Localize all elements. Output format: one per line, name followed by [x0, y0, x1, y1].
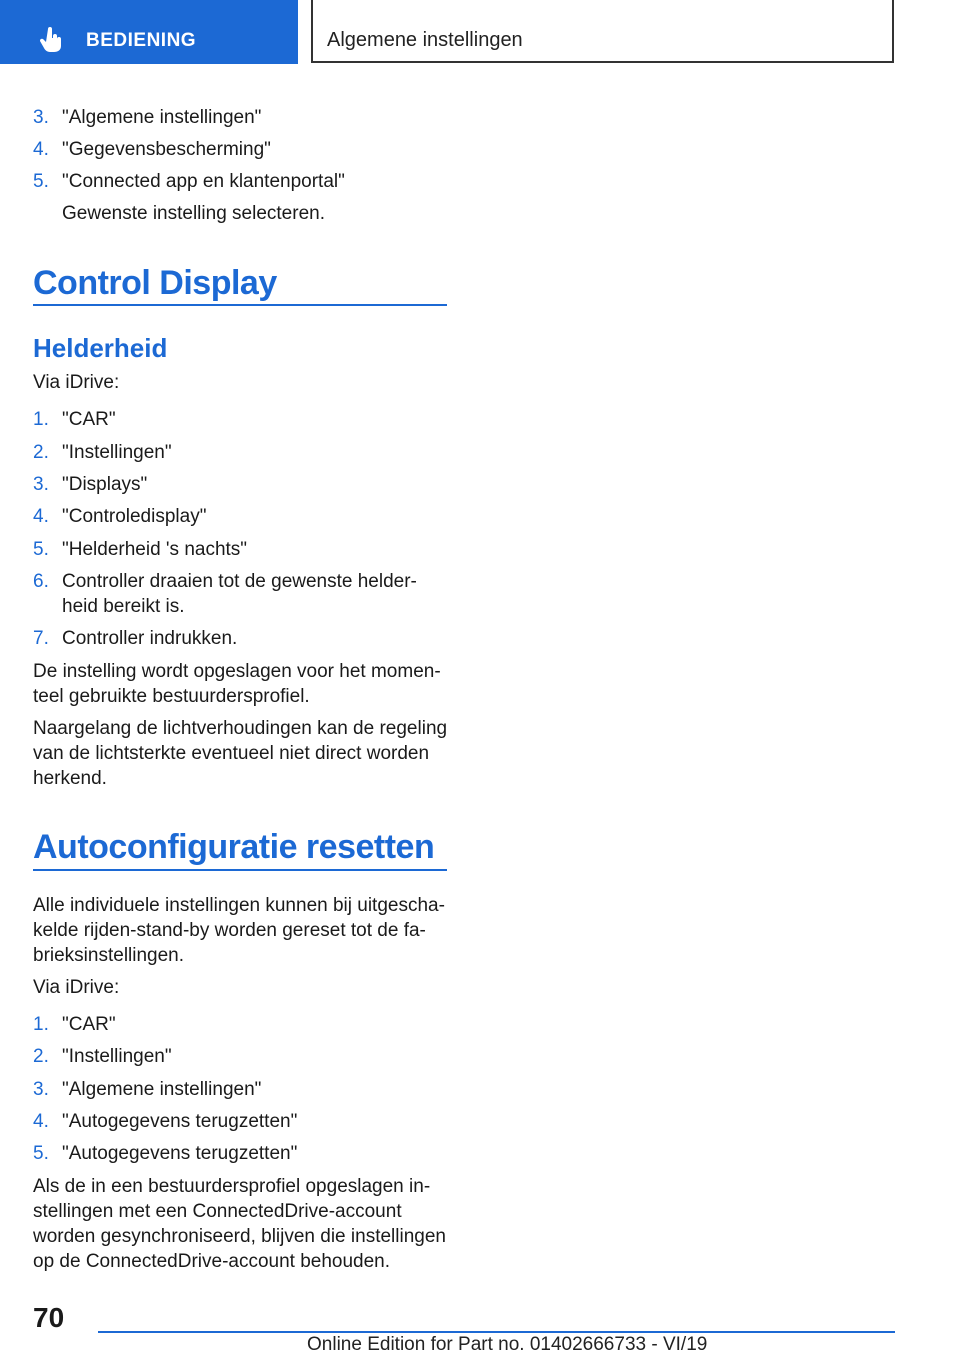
step-number: 5.	[33, 1143, 49, 1164]
paragraph: van de lichtsterkte eventueel niet direct worden	[33, 743, 430, 764]
page-number: 70	[33, 1302, 65, 1333]
step-number: 3.	[33, 107, 49, 128]
intro-text: Via iDrive:	[33, 372, 120, 393]
step-text: "Displays"	[62, 474, 148, 495]
step-text: "Algemene instellingen"	[62, 107, 262, 128]
paragraph: teel gebruikte bestuurdersprofiel.	[33, 686, 310, 707]
step-number: 5.	[33, 539, 49, 560]
step-number: 6.	[33, 571, 49, 592]
step-text: "CAR"	[62, 1014, 116, 1035]
step-text: Controller indrukken.	[62, 628, 238, 649]
section-tab-label: BEDIENING	[86, 30, 197, 51]
paragraph: op de ConnectedDrive-account behouden.	[33, 1251, 391, 1272]
step-text: Controller draaien tot de gewenste helder-	[62, 571, 417, 592]
paragraph: stellingen met een ConnectedDrive-account	[33, 1201, 402, 1222]
paragraph: Alle individuele instellingen kunnen bij uitgescha-	[33, 895, 445, 916]
intro-text: Via iDrive:	[33, 977, 120, 998]
paragraph: De instelling wordt opgeslagen voor het momen-	[33, 661, 441, 682]
footer-edition: Online Edition for Part no. 01402666733 - VI/19	[307, 1334, 708, 1355]
step-text: "Helderheid 's nachts"	[62, 539, 248, 560]
step-number: 4.	[33, 1111, 49, 1132]
step-number: 2.	[33, 442, 49, 463]
step-number: 1.	[33, 1014, 49, 1035]
paragraph: brieksinstellingen.	[33, 945, 185, 966]
step-number: 7.	[33, 628, 49, 649]
heading-rule	[33, 869, 447, 871]
step-text: "Connected app en klantenportal"	[62, 171, 345, 192]
step-number: 5.	[33, 171, 49, 192]
step-text: "Gegevensbescherming"	[62, 139, 271, 160]
step-text: "Instellingen"	[62, 442, 172, 463]
chapter-title: Algemene instellingen	[327, 29, 523, 51]
step-number: 4.	[33, 139, 49, 160]
heading-autoconfig: Autoconfiguratie resetten	[33, 828, 435, 866]
paragraph: Als de in een bestuurdersprofiel opgeslagen in-	[33, 1176, 431, 1197]
footer-rule	[98, 1331, 895, 1333]
step-number: 4.	[33, 506, 49, 527]
step-text: "CAR"	[62, 409, 116, 430]
hand-pointer-icon	[38, 26, 66, 54]
step-text: "Controledisplay"	[62, 506, 207, 527]
step-number: 2.	[33, 1046, 49, 1067]
step-number: 3.	[33, 474, 49, 495]
step-text: "Autogegevens terugzetten"	[62, 1143, 298, 1164]
step-number: 1.	[33, 409, 49, 430]
paragraph: herkend.	[33, 768, 107, 789]
step-number: 3.	[33, 1079, 49, 1100]
paragraph: kelde rijden-stand-by worden gereset tot de fa-	[33, 920, 426, 941]
chapter-header	[311, 0, 894, 63]
heading-control-display: Control Display	[33, 264, 277, 302]
paragraph: worden gesynchroniseerd, blijven die instellingen	[33, 1226, 446, 1247]
heading-rule	[33, 304, 447, 306]
step-text: "Autogegevens terugzetten"	[62, 1111, 298, 1132]
step-text-continued: heid bereikt is.	[62, 596, 185, 617]
subheading-helderheid: Helderheid	[33, 333, 168, 363]
step-text: "Instellingen"	[62, 1046, 172, 1067]
step-text: "Algemene instellingen"	[62, 1079, 262, 1100]
followup-text: Gewenste instelling selecteren.	[62, 203, 325, 224]
section-tab	[0, 0, 298, 64]
paragraph: Naargelang de lichtverhoudingen kan de regeling	[33, 718, 448, 739]
